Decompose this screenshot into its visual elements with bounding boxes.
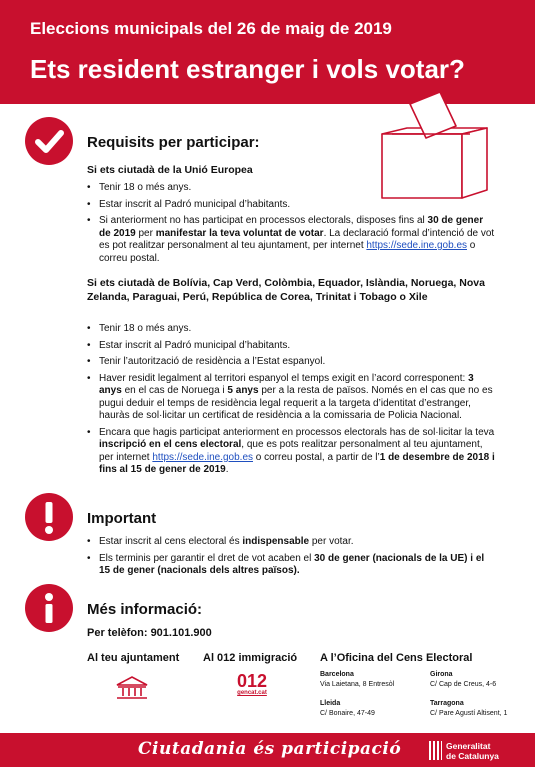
requirements-title: Requisits per participar: [87, 134, 260, 151]
list-item: • Haver residit legalment al territori espanyol el temps exigit en l’acord corresponent: 3 anys en el cas de Noruega i 5 anys per a la resta de països. Només en el cas que no es pugui deduir el temps de residència legal requerit a la targeta d’identitat d’estranger, hauràs de sol·licitar un certificat de residència a la comissaria de Policia Nacional. [87, 373, 497, 423]
office-lleida: Lleida C/ Bonaire, 47-49 [320, 700, 375, 717]
phone-number: Per telèfon: 901.101.900 [87, 627, 212, 639]
eu-heading: Si ets ciutadà de la Unió Europea [87, 164, 253, 176]
eu-requirements-list [87, 182, 497, 269]
office-barcelona: Barcelona Via Laietana, 8 Entresòl [320, 671, 395, 688]
list-item: • Si anteriorment no has participat en processos electorals, disposes fins al 30 de gener de 2019 per manifestar la teva voluntat de votar. La declaració formal d’intenció de vot es pot realitzar personalment al teu ajuntament, per internet https://sede.ine.gob.es o correu postal. [87, 215, 497, 265]
list-item: • Estar inscrit al cens electoral és indispensable per votar. [87, 536, 497, 549]
list-item: • Tenir 18 o més anys. [87, 323, 497, 336]
info-icon [25, 584, 73, 632]
more-info-title: Més informació: [87, 601, 203, 618]
town-hall-icon [115, 675, 149, 701]
census-office-heading: A l’Oficina del Cens Electoral [320, 652, 473, 664]
header-banner [0, 0, 535, 104]
footer-banner [0, 733, 535, 767]
page-title: Ets resident estranger i vols votar? [30, 54, 465, 84]
list-item: • Tenir l’autorització de residència a l’Estat espanyol. [87, 356, 497, 369]
list-item: • Estar inscrit al Padró municipal d’habitants. [87, 199, 497, 212]
important-title: Important [87, 510, 157, 527]
check-icon [25, 117, 73, 165]
important-list [87, 536, 497, 582]
generalitat-logo-icon [429, 741, 442, 760]
other-countries-heading: Si ets ciutadà de Bolívia, Cap Verd, Colòmbia, Equador, Islàndia, Noruega, Nova Zelanda, Paraguai, Perú, República de Corea, Trinitat i Tobago o Xile [87, 277, 485, 303]
election-title: Eleccions municipals del 26 de maig de 2019 [30, 19, 392, 38]
list-item: • Encara que hagis participat anteriorment en processos electorals has de sol·licitar la teva inscripció en el cens electoral, que es pots realitzar personalment al teu ajuntament, per internet https://sede.ine.gob.es o correu postal, a partir de l’1 de desembre de 2018 i fins al 15 de gener de 2019. [87, 427, 497, 477]
generalitat-name: Generalitat de Catalunya [446, 741, 499, 761]
office-girona: Girona C/ Cap de Creus, 4-6 [430, 671, 497, 688]
other-requirements-list [87, 323, 497, 481]
immigration-012-heading: Al 012 immigració [203, 652, 298, 664]
office-tarragona: Tarragona C/ Pare Agustí Altisent, 1 [430, 700, 508, 717]
012-logo: 012 gencat.cat [236, 671, 268, 696]
town-hall-heading: Al teu ajuntament [87, 652, 180, 664]
ine-link[interactable]: https://sede.ine.gob.es [366, 240, 467, 251]
ine-link[interactable]: https://sede.ine.gob.es [152, 451, 253, 463]
list-item: • Estar inscrit al Padró municipal d’habitants. [87, 340, 497, 353]
list-item: • Tenir 18 o més anys. [87, 182, 497, 195]
list-item: • Els terminis per garantir el dret de vot acaben el 30 de gener (nacionals de la UE) i el 15 de gener (nacionals dels altres països). [87, 553, 497, 578]
slogan: Ciutadania és participació [138, 739, 402, 759]
exclamation-icon [25, 493, 73, 541]
